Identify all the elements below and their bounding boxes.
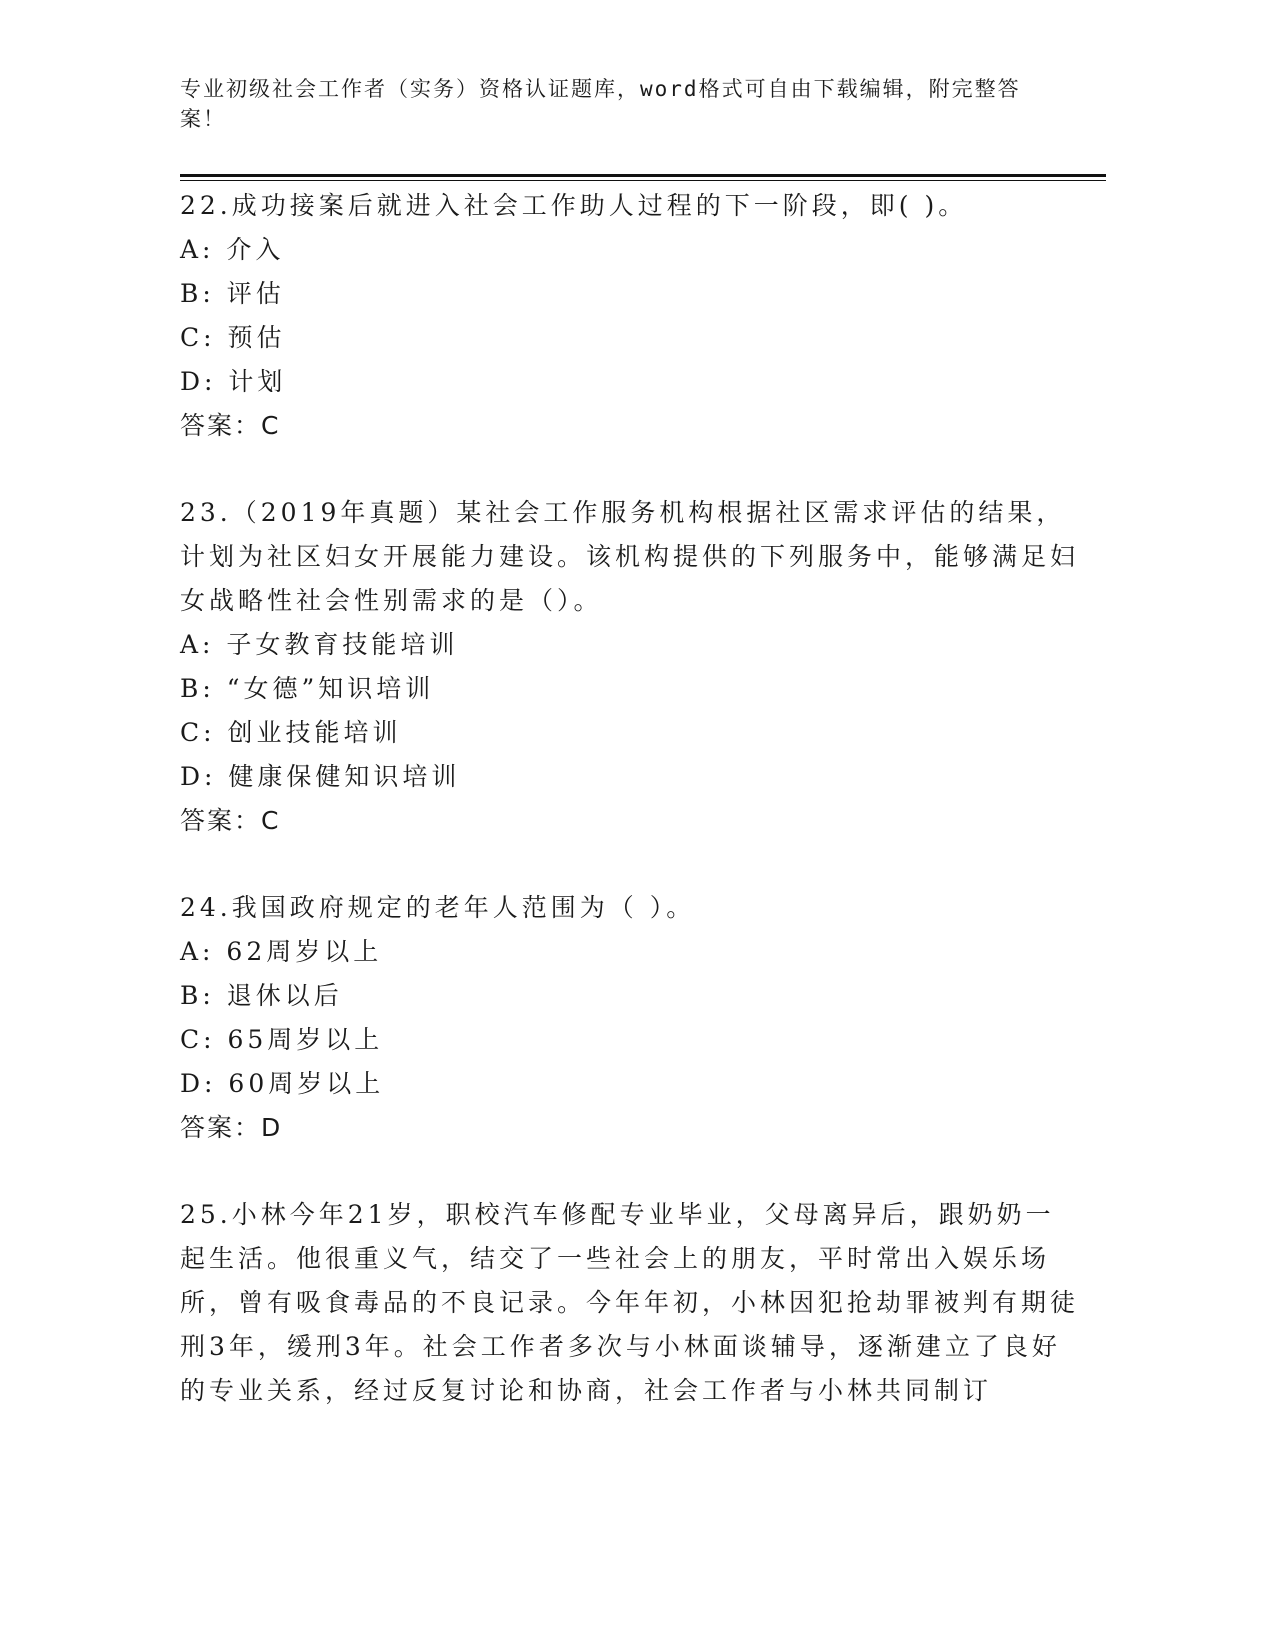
question-list — [180, 184, 1080, 1456]
question-25 — [180, 1193, 1080, 1413]
question-stem: 25.小林今年21岁，职校汽车修配专业毕业，父母离异后，跟奶奶一起生活。他很重义气，结交了一些社会上的朋友，平时常出入娱乐场所，曾有吸食毒品的不良记录。今年年初，小林因犯抢劫罪被判有期徒刑3年，缓刑3年。社会工作者多次与小林面谈辅导，逐渐建立了良好的专业关系，经过反复讨论和协商，社会工作者与小林共同制订 — [180, 1200, 1080, 1405]
document-header: 专业初级社会工作者（实务）资格认证题库，word格式可自由下载编辑，附完整答案！ — [180, 77, 1021, 131]
option-c: C: 65周岁以上 — [180, 1025, 384, 1054]
answer-line: 答案：D — [180, 1113, 283, 1142]
option-a: A: 介入 — [180, 235, 285, 264]
question-stem: 23.（2019年真题）某社会工作服务机构根据社区需求评估的结果，计划为社区妇女开展能力建设。该机构提供的下列服务中，能够满足妇女战略性社会性别需求的是（）。 — [180, 498, 1080, 615]
question-22 — [180, 184, 1080, 448]
option-c: C: 创业技能培训 — [180, 718, 402, 747]
option-b: B: 评估 — [180, 279, 285, 308]
option-b: B: “女德”知识培训 — [180, 674, 435, 703]
answer-line: 答案：C — [180, 806, 281, 835]
option-d: D: 健康保健知识培训 — [180, 762, 461, 791]
option-c: C: 预估 — [180, 323, 286, 352]
option-a: A: 子女教育技能培训 — [180, 630, 459, 659]
question-23 — [180, 491, 1080, 843]
header-divider-thick — [180, 174, 1106, 177]
question-stem: 22.成功接案后就进入社会工作助人过程的下一阶段，即( )。 — [180, 191, 968, 220]
header-divider-thin — [180, 180, 1106, 181]
answer-line: 答案：C — [180, 411, 281, 440]
question-24 — [180, 886, 1080, 1150]
question-stem: 24.我国政府规定的老年人范围为（ ）。 — [180, 893, 696, 922]
option-d: D: 60周岁以上 — [180, 1069, 385, 1098]
option-a: A: 62周岁以上 — [180, 937, 383, 966]
option-b: B: 退休以后 — [180, 981, 343, 1010]
option-d: D: 计划 — [180, 367, 287, 396]
